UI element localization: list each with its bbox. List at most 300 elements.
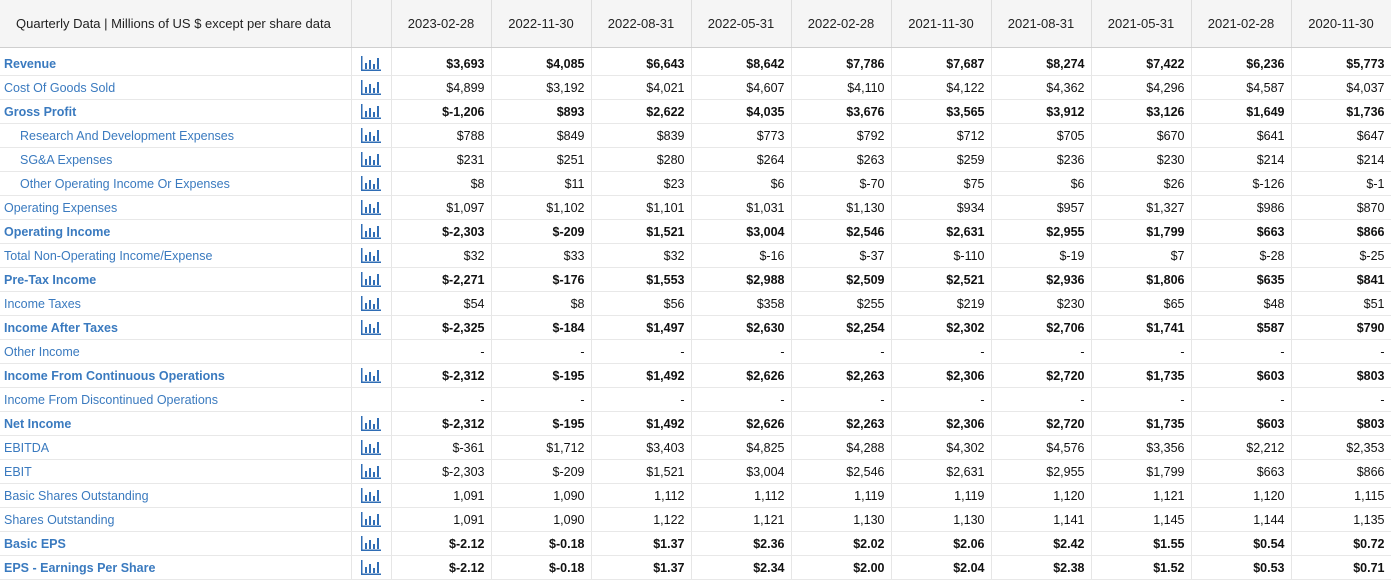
bar-chart-icon[interactable] xyxy=(361,296,381,310)
value-cell: $2.00 xyxy=(791,556,891,580)
value-cell: $1,735 xyxy=(1091,412,1191,436)
chart-icon-cell[interactable] xyxy=(351,148,391,172)
value-cell: $2.06 xyxy=(891,532,991,556)
row-label[interactable]: Operating Expenses xyxy=(0,196,351,220)
bar-chart-icon[interactable] xyxy=(361,200,381,214)
value-cell: $839 xyxy=(591,124,691,148)
value-cell: $3,403 xyxy=(591,436,691,460)
value-cell: $1,497 xyxy=(591,316,691,340)
value-cell: $866 xyxy=(1291,220,1391,244)
value-cell: $255 xyxy=(791,292,891,316)
chart-icon-cell[interactable] xyxy=(351,484,391,508)
value-cell: - xyxy=(691,340,791,364)
row-label[interactable]: Shares Outstanding xyxy=(0,508,351,532)
value-cell: $1,130 xyxy=(791,196,891,220)
value-cell: $2,254 xyxy=(791,316,891,340)
row-label[interactable]: Pre-Tax Income xyxy=(0,268,351,292)
chart-icon-cell[interactable] xyxy=(351,172,391,196)
value-cell: 1,144 xyxy=(1191,508,1291,532)
value-cell: $-195 xyxy=(491,364,591,388)
value-cell: - xyxy=(791,388,891,412)
column-header-date[interactable]: 2022-11-30 xyxy=(491,0,591,48)
table-row-net-income xyxy=(0,412,1391,436)
value-cell: $803 xyxy=(1291,412,1391,436)
value-cell: 1,112 xyxy=(591,484,691,508)
column-header-date[interactable]: 2021-11-30 xyxy=(891,0,991,48)
value-cell: - xyxy=(1191,388,1291,412)
value-cell: $2,955 xyxy=(991,460,1091,484)
table-row-eps-earnings-per-share xyxy=(0,556,1391,580)
value-cell: $1,327 xyxy=(1091,196,1191,220)
bar-chart-icon[interactable] xyxy=(361,440,381,454)
value-cell: - xyxy=(791,340,891,364)
value-cell: $-110 xyxy=(891,244,991,268)
value-cell: $214 xyxy=(1291,148,1391,172)
bar-chart-icon[interactable] xyxy=(361,464,381,478)
column-header-date[interactable]: 2021-08-31 xyxy=(991,0,1091,48)
value-cell: $712 xyxy=(891,124,991,148)
value-cell: 1,120 xyxy=(1191,484,1291,508)
value-cell: - xyxy=(891,388,991,412)
value-cell: $-209 xyxy=(491,220,591,244)
value-cell: 1,119 xyxy=(791,484,891,508)
value-cell: $48 xyxy=(1191,292,1291,316)
value-cell: $2,263 xyxy=(791,364,891,388)
value-cell: $-37 xyxy=(791,244,891,268)
bar-chart-icon[interactable] xyxy=(361,248,381,262)
value-cell: 1,130 xyxy=(891,508,991,532)
value-cell: $4,607 xyxy=(691,76,791,100)
table-row-other-operating-income-or-expenses xyxy=(0,172,1391,196)
bar-chart-icon[interactable] xyxy=(361,560,381,574)
value-cell: $1,741 xyxy=(1091,316,1191,340)
value-cell: $2,626 xyxy=(691,412,791,436)
column-header-date[interactable]: 2020-11-30 xyxy=(1291,0,1391,48)
column-header-date[interactable]: 2021-02-28 xyxy=(1191,0,1291,48)
value-cell: $841 xyxy=(1291,268,1391,292)
value-cell: $8 xyxy=(491,292,591,316)
chart-icon-cell[interactable] xyxy=(351,76,391,100)
value-cell: $1,735 xyxy=(1091,364,1191,388)
value-cell: $-2,271 xyxy=(391,268,491,292)
value-cell: $587 xyxy=(1191,316,1291,340)
value-cell: $2,955 xyxy=(991,220,1091,244)
value-cell: $1,102 xyxy=(491,196,591,220)
value-cell: $3,356 xyxy=(1091,436,1191,460)
row-label[interactable]: SG&A Expenses xyxy=(0,148,351,172)
value-cell: $259 xyxy=(891,148,991,172)
value-cell: $3,004 xyxy=(691,460,791,484)
column-header-date[interactable]: 2023-02-28 xyxy=(391,0,491,48)
row-label[interactable]: Gross Profit xyxy=(0,100,351,124)
value-cell: $3,912 xyxy=(991,100,1091,124)
value-cell: $-1,206 xyxy=(391,100,491,124)
value-cell: $4,110 xyxy=(791,76,891,100)
value-cell: - xyxy=(591,388,691,412)
value-cell: $2,622 xyxy=(591,100,691,124)
value-cell: - xyxy=(491,388,591,412)
value-cell: 1,130 xyxy=(791,508,891,532)
value-cell: $893 xyxy=(491,100,591,124)
value-cell: 1,112 xyxy=(691,484,791,508)
value-cell: $866 xyxy=(1291,460,1391,484)
value-cell: $2,306 xyxy=(891,364,991,388)
value-cell: $4,825 xyxy=(691,436,791,460)
value-cell: $3,126 xyxy=(1091,100,1191,124)
bar-chart-icon[interactable] xyxy=(361,56,381,70)
value-cell: $-2,312 xyxy=(391,364,491,388)
value-cell: $32 xyxy=(391,244,491,268)
row-label[interactable]: EBITDA xyxy=(0,436,351,460)
value-cell: $663 xyxy=(1191,460,1291,484)
value-cell: $2,988 xyxy=(691,268,791,292)
value-cell: $1,097 xyxy=(391,196,491,220)
value-cell: $54 xyxy=(391,292,491,316)
value-cell: $-70 xyxy=(791,172,891,196)
chart-icon-cell[interactable] xyxy=(351,556,391,580)
value-cell: $2.02 xyxy=(791,532,891,556)
chart-icon-cell xyxy=(351,340,391,364)
value-cell: $-1 xyxy=(1291,172,1391,196)
column-header-date[interactable]: 2022-02-28 xyxy=(791,0,891,48)
value-cell: $4,085 xyxy=(491,52,591,76)
bar-chart-icon[interactable] xyxy=(361,416,381,430)
table-row-basic-eps xyxy=(0,532,1391,556)
value-cell: $280 xyxy=(591,148,691,172)
bar-chart-icon[interactable] xyxy=(361,320,381,334)
value-cell: $75 xyxy=(891,172,991,196)
value-cell: 1,122 xyxy=(591,508,691,532)
value-cell: $-16 xyxy=(691,244,791,268)
row-label[interactable]: Total Non-Operating Income/Expense xyxy=(0,244,351,268)
table-row-operating-expenses xyxy=(0,196,1391,220)
value-cell: $219 xyxy=(891,292,991,316)
value-cell: $8 xyxy=(391,172,491,196)
value-cell: $2.38 xyxy=(991,556,1091,580)
row-label[interactable]: Income After Taxes xyxy=(0,316,351,340)
bar-chart-icon[interactable] xyxy=(361,80,381,94)
bar-chart-icon[interactable] xyxy=(361,272,381,286)
value-cell: $2,706 xyxy=(991,316,1091,340)
value-cell: $-176 xyxy=(491,268,591,292)
chart-icon-cell[interactable] xyxy=(351,100,391,124)
table-row-research-and-development-expenses xyxy=(0,124,1391,148)
chart-icon-cell[interactable] xyxy=(351,316,391,340)
value-cell: $603 xyxy=(1191,364,1291,388)
value-cell: $230 xyxy=(1091,148,1191,172)
chart-icon-cell[interactable] xyxy=(351,196,391,220)
bar-chart-icon[interactable] xyxy=(361,152,381,166)
value-cell: - xyxy=(991,340,1091,364)
value-cell: $3,565 xyxy=(891,100,991,124)
table-row-income-taxes xyxy=(0,292,1391,316)
row-label[interactable]: Income From Continuous Operations xyxy=(0,364,351,388)
value-cell: $3,004 xyxy=(691,220,791,244)
value-cell: $4,288 xyxy=(791,436,891,460)
table-title: Quarterly Data | Millions of US $ except per share data xyxy=(0,0,351,48)
value-cell: $2.36 xyxy=(691,532,791,556)
value-cell: $-195 xyxy=(491,412,591,436)
row-label[interactable]: Basic EPS xyxy=(0,532,351,556)
value-cell: $803 xyxy=(1291,364,1391,388)
value-cell: $251 xyxy=(491,148,591,172)
value-cell: $986 xyxy=(1191,196,1291,220)
value-cell: $705 xyxy=(991,124,1091,148)
value-cell: $603 xyxy=(1191,412,1291,436)
chart-icon-cell[interactable] xyxy=(351,364,391,388)
chart-icon-cell[interactable] xyxy=(351,292,391,316)
value-cell: $56 xyxy=(591,292,691,316)
value-cell: $7,422 xyxy=(1091,52,1191,76)
chart-icon-cell[interactable] xyxy=(351,52,391,76)
chart-icon-cell[interactable] xyxy=(351,508,391,532)
value-cell: $2,212 xyxy=(1191,436,1291,460)
value-cell: $635 xyxy=(1191,268,1291,292)
value-cell: 1,119 xyxy=(891,484,991,508)
value-cell: $-2.12 xyxy=(391,556,491,580)
column-header-date[interactable]: 2021-05-31 xyxy=(1091,0,1191,48)
value-cell: $1.52 xyxy=(1091,556,1191,580)
value-cell: $2,720 xyxy=(991,412,1091,436)
value-cell: $3,693 xyxy=(391,52,491,76)
value-cell: - xyxy=(391,388,491,412)
chart-icon-cell[interactable] xyxy=(351,220,391,244)
chart-icon-cell[interactable] xyxy=(351,412,391,436)
value-cell: 1,121 xyxy=(1091,484,1191,508)
value-cell: - xyxy=(891,340,991,364)
value-cell: - xyxy=(1091,340,1191,364)
value-cell: $-2,325 xyxy=(391,316,491,340)
value-cell: $641 xyxy=(1191,124,1291,148)
value-cell: $-2,303 xyxy=(391,460,491,484)
value-cell: $2,631 xyxy=(891,220,991,244)
value-cell: $-126 xyxy=(1191,172,1291,196)
value-cell: $2,936 xyxy=(991,268,1091,292)
row-label[interactable]: Basic Shares Outstanding xyxy=(0,484,351,508)
value-cell: $2,509 xyxy=(791,268,891,292)
value-cell: $-2.12 xyxy=(391,532,491,556)
row-label[interactable]: Income From Discontinued Operations xyxy=(0,388,351,412)
value-cell: $5,773 xyxy=(1291,52,1391,76)
value-cell: $849 xyxy=(491,124,591,148)
value-cell: $2.04 xyxy=(891,556,991,580)
value-cell: $1,806 xyxy=(1091,268,1191,292)
chart-icon-cell[interactable] xyxy=(351,124,391,148)
row-label[interactable]: EPS - Earnings Per Share xyxy=(0,556,351,580)
value-cell: - xyxy=(691,388,791,412)
row-label[interactable]: Revenue xyxy=(0,52,351,76)
value-cell: $-25 xyxy=(1291,244,1391,268)
value-cell: $-2,312 xyxy=(391,412,491,436)
value-cell: $6,643 xyxy=(591,52,691,76)
value-cell: $-361 xyxy=(391,436,491,460)
chart-icon-cell[interactable] xyxy=(351,460,391,484)
value-cell: $231 xyxy=(391,148,491,172)
value-cell: $4,576 xyxy=(991,436,1091,460)
value-cell: $-184 xyxy=(491,316,591,340)
value-cell: $4,302 xyxy=(891,436,991,460)
value-cell: 1,121 xyxy=(691,508,791,532)
value-cell: $670 xyxy=(1091,124,1191,148)
row-label[interactable]: Income Taxes xyxy=(0,292,351,316)
value-cell: $1.37 xyxy=(591,532,691,556)
bar-chart-icon[interactable] xyxy=(361,368,381,382)
row-label[interactable]: Cost Of Goods Sold xyxy=(0,76,351,100)
value-cell: $773 xyxy=(691,124,791,148)
value-cell: $2.34 xyxy=(691,556,791,580)
value-cell: - xyxy=(1291,388,1391,412)
value-cell: $792 xyxy=(791,124,891,148)
value-cell: $6 xyxy=(691,172,791,196)
table-row-ebit xyxy=(0,460,1391,484)
value-cell: $4,021 xyxy=(591,76,691,100)
value-cell: 1,141 xyxy=(991,508,1091,532)
value-cell: $2,521 xyxy=(891,268,991,292)
value-cell: $870 xyxy=(1291,196,1391,220)
row-label[interactable]: Net Income xyxy=(0,412,351,436)
row-label[interactable]: Other Operating Income Or Expenses xyxy=(0,172,351,196)
value-cell: $65 xyxy=(1091,292,1191,316)
table-row-operating-income xyxy=(0,220,1391,244)
value-cell: $1,553 xyxy=(591,268,691,292)
table-row-sganda-expenses xyxy=(0,148,1391,172)
value-cell: $4,296 xyxy=(1091,76,1191,100)
bar-chart-icon[interactable] xyxy=(361,104,381,118)
chart-icon-cell[interactable] xyxy=(351,244,391,268)
value-cell: $647 xyxy=(1291,124,1391,148)
value-cell: - xyxy=(1291,340,1391,364)
value-cell: $0.71 xyxy=(1291,556,1391,580)
bar-chart-icon[interactable] xyxy=(361,176,381,190)
row-label[interactable]: Operating Income xyxy=(0,220,351,244)
value-cell: $7 xyxy=(1091,244,1191,268)
value-cell: $2,626 xyxy=(691,364,791,388)
value-cell: $2,353 xyxy=(1291,436,1391,460)
value-cell: $3,192 xyxy=(491,76,591,100)
value-cell: $8,274 xyxy=(991,52,1091,76)
value-cell: $-0.18 xyxy=(491,556,591,580)
value-cell: $2,263 xyxy=(791,412,891,436)
row-label[interactable]: Other Income xyxy=(0,340,351,364)
value-cell: $663 xyxy=(1191,220,1291,244)
table-row-ebitda xyxy=(0,436,1391,460)
chart-icon-cell[interactable] xyxy=(351,532,391,556)
table-row-shares-outstanding xyxy=(0,508,1391,532)
value-cell: $2.42 xyxy=(991,532,1091,556)
value-cell: $4,362 xyxy=(991,76,1091,100)
value-cell: $4,035 xyxy=(691,100,791,124)
value-cell: $358 xyxy=(691,292,791,316)
value-cell: - xyxy=(591,340,691,364)
value-cell: $-2,303 xyxy=(391,220,491,244)
value-cell: 1,120 xyxy=(991,484,1091,508)
value-cell: $0.72 xyxy=(1291,532,1391,556)
table-row-other-income xyxy=(0,340,1391,364)
value-cell: $8,642 xyxy=(691,52,791,76)
column-header-date[interactable]: 2022-08-31 xyxy=(591,0,691,48)
value-cell: 1,145 xyxy=(1091,508,1191,532)
table-row-income-from-continuous-operations xyxy=(0,364,1391,388)
value-cell: $-28 xyxy=(1191,244,1291,268)
value-cell: $1,736 xyxy=(1291,100,1391,124)
chart-icon-cell xyxy=(351,388,391,412)
value-cell: $7,687 xyxy=(891,52,991,76)
value-cell: $790 xyxy=(1291,316,1391,340)
value-cell: $1,521 xyxy=(591,220,691,244)
value-cell: $2,306 xyxy=(891,412,991,436)
value-cell: $236 xyxy=(991,148,1091,172)
value-cell: 1,091 xyxy=(391,484,491,508)
value-cell: 1,090 xyxy=(491,508,591,532)
table-row-income-from-discontinued-operations xyxy=(0,388,1391,412)
table-row-revenue xyxy=(0,52,1391,76)
header-row xyxy=(0,0,1391,48)
value-cell: $51 xyxy=(1291,292,1391,316)
chart-icon-cell[interactable] xyxy=(351,436,391,460)
value-cell: $1,799 xyxy=(1091,220,1191,244)
value-cell: $2,546 xyxy=(791,460,891,484)
value-cell: 1,115 xyxy=(1291,484,1391,508)
value-cell: $1,101 xyxy=(591,196,691,220)
value-cell: $2,546 xyxy=(791,220,891,244)
value-cell: $1,799 xyxy=(1091,460,1191,484)
value-cell: $23 xyxy=(591,172,691,196)
bar-chart-icon[interactable] xyxy=(361,536,381,550)
value-cell: $6 xyxy=(991,172,1091,196)
value-cell: $-0.18 xyxy=(491,532,591,556)
chart-icon-cell[interactable] xyxy=(351,268,391,292)
value-cell: 1,091 xyxy=(391,508,491,532)
bar-chart-icon[interactable] xyxy=(361,128,381,142)
value-cell: $264 xyxy=(691,148,791,172)
value-cell: $7,786 xyxy=(791,52,891,76)
row-label[interactable]: Research And Development Expenses xyxy=(0,124,351,148)
value-cell: $-19 xyxy=(991,244,1091,268)
column-header-date[interactable]: 2022-05-31 xyxy=(691,0,791,48)
value-cell: - xyxy=(391,340,491,364)
value-cell: $1,492 xyxy=(591,364,691,388)
value-cell: - xyxy=(991,388,1091,412)
value-cell: $3,676 xyxy=(791,100,891,124)
value-cell: $4,587 xyxy=(1191,76,1291,100)
value-cell: $934 xyxy=(891,196,991,220)
value-cell: $2,630 xyxy=(691,316,791,340)
value-cell: $0.53 xyxy=(1191,556,1291,580)
table-row-income-after-taxes xyxy=(0,316,1391,340)
value-cell: $263 xyxy=(791,148,891,172)
bar-chart-icon[interactable] xyxy=(361,488,381,502)
value-cell: $1.37 xyxy=(591,556,691,580)
table-body xyxy=(0,48,1391,580)
bar-chart-icon[interactable] xyxy=(361,224,381,238)
value-cell: $11 xyxy=(491,172,591,196)
value-cell: $4,037 xyxy=(1291,76,1391,100)
value-cell: $230 xyxy=(991,292,1091,316)
value-cell: $957 xyxy=(991,196,1091,220)
row-label[interactable]: EBIT xyxy=(0,460,351,484)
value-cell: $26 xyxy=(1091,172,1191,196)
bar-chart-icon[interactable] xyxy=(361,512,381,526)
value-cell: - xyxy=(491,340,591,364)
value-cell: - xyxy=(1091,388,1191,412)
value-cell: 1,090 xyxy=(491,484,591,508)
value-cell: $2,631 xyxy=(891,460,991,484)
value-cell: $0.54 xyxy=(1191,532,1291,556)
value-cell: $6,236 xyxy=(1191,52,1291,76)
table-row-cost-of-goods-sold xyxy=(0,76,1391,100)
value-cell: $4,122 xyxy=(891,76,991,100)
table-row-basic-shares-outstanding xyxy=(0,484,1391,508)
